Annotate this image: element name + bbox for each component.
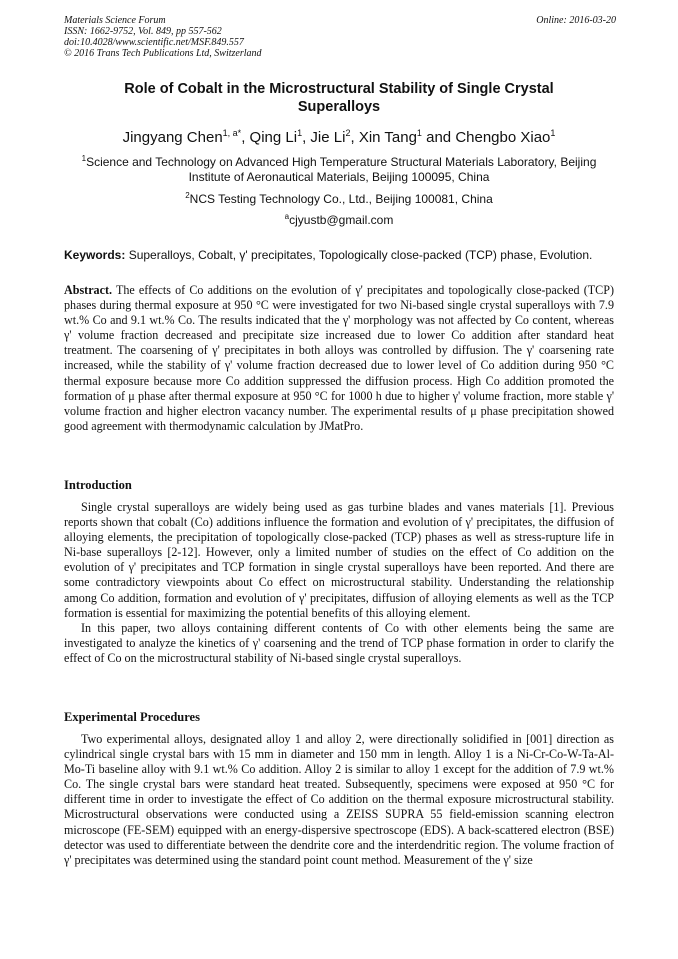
copyright-line: © 2016 Trans Tech Publications Ltd, Switzerland — [64, 48, 262, 59]
introduction-heading: Introduction — [64, 478, 132, 492]
author — [123, 129, 250, 146]
doi-line: doi:10.4028/www.scientific.net/MSF.849.557 — [64, 37, 244, 48]
paragraph: Two experimental alloys, designated alloy 1 and alloy 2, were directionally solidified in [001] direction as cylindrical single crystal bars with 15 mm in diameter and 150 mm in length. Alloy 1 is a Ni-Cr-Co-W-Ta-Al-Mo-Ti baseline alloy with 9.1 wt.% Co addition. Alloy 2 is similar to alloy 1 except for the addition of 7.9 wt.% Co. The single crystal bars were standard heat treated. Subsequently, specimens were exposed at 950 °C for different time in order to investigate the effect of Co addition on the thermal exposure microstructural stability. Microstructural observations were conducted using a ZEISS SUPRA 55 field-emission scanning electron microscope (FE-SEM) equipped with an energy-dispersive spectroscope (EDS). A back-scattered electron (BSE) detector was used to differentiate between the dendrite core and the interdendritic region. The volume fraction of γ' precipitates was determined using the standard point count method. Measurement of the γ' size — [64, 732, 614, 867]
author-name: Jie Li — [310, 129, 346, 146]
author-separator: and — [421, 129, 456, 146]
online-date: Online: 2016-03-20 — [536, 15, 616, 26]
paragraph: Single crystal superalloys are widely being used as gas turbine blades and vanes materials [1]. Previous reports shown that cobalt (Co) additions influence the formation and evolution of γ' precipitates, the diffusion of alloying elements, the precipitation of topologically close-packed (TCP) phases as well as stress-rupture life in Ni-base superalloys [2-12]. However, only a limited number of studies on the effect of Co addition on the evolution of γ' precipitates and TCP formation in single crystal superalloys have been reported. And there are some contradictory viewpoints about Co effect on microstructural stability. Understanding the relationship among Co addition, formation and evolution of γ' precipitates, diffusion of alloying elements as well as the TCP formation is essential for maximizing the potential benefits of this alloying element. — [64, 500, 614, 620]
paragraph: In this paper, two alloys containing different contents of Co with other elements being the same are investigated to analyze the kinetics of γ' coarsening and the trend of TCP phase formation in order to clarify the effect of Co on the microstructural stability of Ni-based single crystal superalloys. — [64, 620, 614, 665]
author-affiliation-mark: 1 — [550, 128, 556, 138]
introduction-body — [64, 500, 614, 666]
experimental-body — [64, 732, 614, 868]
title-line-2: Superalloys — [297, 99, 381, 115]
email-mark: a — [284, 212, 290, 221]
keywords-text: Superalloys, Cobalt, γ' precipitates, Topologically close-packed (TCP) phase, Evolution. — [125, 248, 593, 262]
author-separator: , — [302, 129, 311, 146]
abstract-text: The effects of Co additions on the evolution of γ' precipitates and topologically close-packed (TCP) phases during thermal exposure at 950 °C were investigated for two Ni-based single crystal superalloys with 7.9 wt.% Co and 9.1 wt.% Co. The results indicated that the γ' morphology was not affected by Co content, whereas γ' volume fraction decreased and precipitate size increased due to lower Co addition after standard heat treatment. The coarsening of γ' precipitates in both alloys was controlled by diffusion. The γ' coarsening rate increased, while the stability of γ' volume fraction decreased due to lower level of Co addition during 950 °C thermal exposure because more Co addition suppressed the diffusion process. High Co addition promoted the formation of μ phase after thermal exposure at 950 °C for 1000 h due to higher γ' volume fraction, more stable γ' volume fraction and higher electron vacancy number. The experimental results of μ phase precipitation showed good agreement with thermodynamic calculation by JMatPro. — [64, 283, 614, 433]
author-name: Xin Tang — [358, 129, 417, 146]
author — [250, 129, 311, 146]
abstract — [64, 283, 614, 434]
author-name: Chengbo Xiao — [455, 129, 551, 146]
author-name: Jingyang Chen — [122, 129, 223, 146]
issn-line: ISSN: 1662-9752, Vol. 849, pp 557-562 — [64, 26, 222, 37]
affiliation-text: NCS Testing Technology Co., Ltd., Beijing 100081, China — [189, 192, 493, 206]
author-affiliation-mark: 1 — [416, 128, 422, 138]
affiliation-2 — [64, 192, 614, 207]
author-affiliation-mark: 2 — [345, 128, 351, 138]
paper-title — [64, 80, 614, 116]
author-separator: , — [350, 129, 359, 146]
journal-name: Materials Science Forum — [64, 15, 166, 26]
keywords — [64, 248, 614, 263]
author-affiliation-mark: 1 — [297, 128, 303, 138]
author-affiliation-mark: 1, a* — [222, 128, 242, 138]
keywords-label: Keywords: — [64, 248, 126, 262]
affiliation-text-cont: Institute of Aeronautical Materials, Beijing 100095, China — [188, 170, 490, 184]
corresponding-email — [64, 213, 614, 228]
experimental-heading: Experimental Procedures — [64, 710, 200, 724]
affiliation-mark: 1 — [81, 154, 87, 163]
affiliation-mark: 2 — [185, 191, 190, 200]
author-list — [64, 128, 614, 148]
author — [310, 129, 358, 146]
affiliation-1 — [64, 155, 614, 185]
affiliation-text: Science and Technology on Advanced High Temperature Structural Materials Laboratory, Beijing — [86, 155, 597, 169]
journal-header — [64, 15, 262, 59]
author — [455, 129, 555, 146]
author — [359, 129, 456, 146]
title-line-1: Role of Cobalt in the Microstructural Stability of Single Crystal — [124, 81, 554, 97]
author-separator: , — [241, 129, 250, 146]
author-name: Qing Li — [249, 129, 298, 146]
abstract-label: Abstract. — [64, 283, 113, 297]
email-address: cjyustb@gmail.com — [289, 213, 394, 227]
